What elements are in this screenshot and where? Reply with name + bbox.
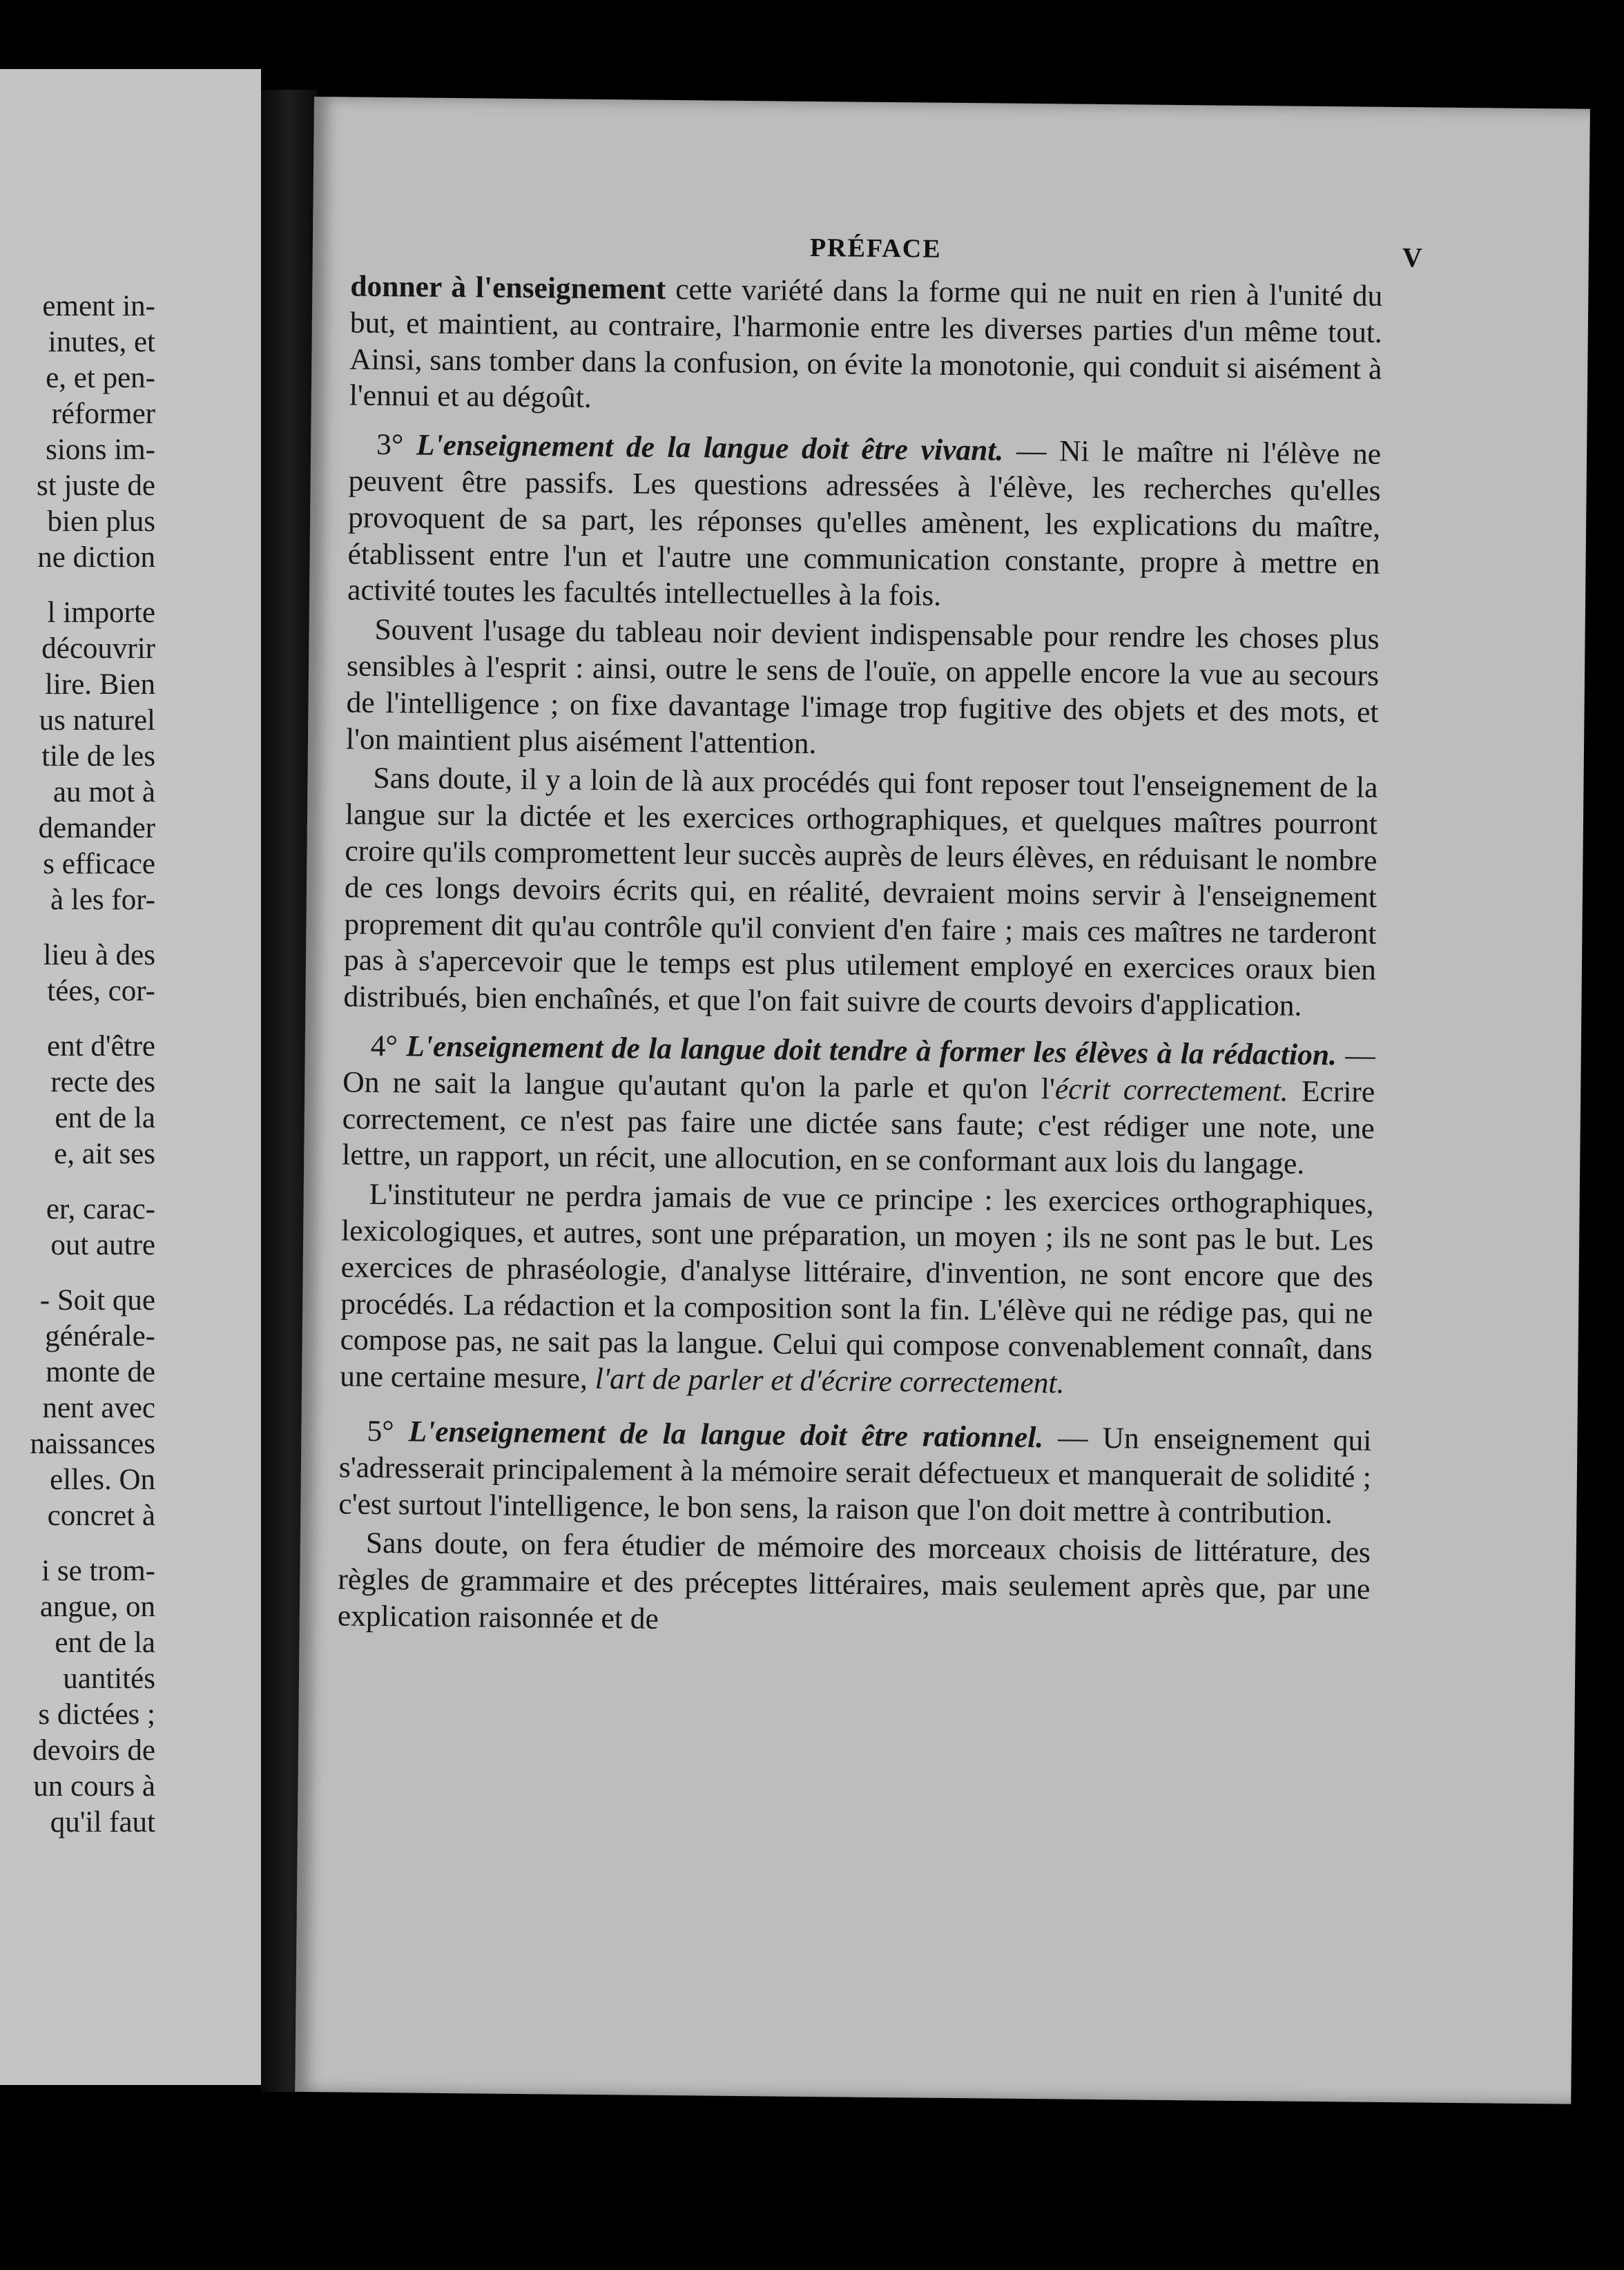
principle-heading: L'enseignement de la langue doit tendre à former les élèves à la rédaction. <box>406 1029 1337 1072</box>
current-page <box>295 97 1590 2104</box>
previous-page-line: lieu à des <box>43 939 155 971</box>
paragraph-text: — Ni le maître ni l'élève ne peuvent être passifs. Les questions adressées à l'élève, les recherches qu'elles provoquent de sa part, les réponses qu'elles amènent, les explications du maître, établissent entre l'un et l'autre une communication constante, propre à mettre en activité toutes les facultés intellectuelles à la fois. <box>347 434 1382 613</box>
previous-page-line: elles. On <box>50 1464 155 1496</box>
running-head-title: PRÉFACE <box>809 233 942 264</box>
previous-page-line: concret à <box>47 1500 155 1532</box>
paragraph-text: L'instituteur ne perdra jamais de vue ce principe : les exercices orthographiques, lexicologiques, et autres, sont une préparation, un moyen ; ils ne sont pas le but. Les exercices de phraséologie, d'analyse littéraire, d'invention, ne sont encore que des procédés. La rédaction et la composition sont la fin. L'élève qui ne rédige pas, qui ne compose pas, ne sait pas la langue. Celui qui compose convenablement connaît, dans une certaine mesure, <box>339 1177 1374 1396</box>
previous-page-line: us naturel <box>39 704 155 737</box>
previous-page-line: tées, cor- <box>47 975 155 1007</box>
paragraph-text: cette variété dans la forme qui ne nuit en rien à l'unité du but, et maintient, au contraire, l'harmonie entre les diverses parties d'un même tout. Ainsi, sans tomber dans la confusion, on évite la monotonie, qui conduit si aisément à l'ennui et au dégoût. <box>349 272 1383 415</box>
principle-number: 5° <box>367 1414 394 1448</box>
paragraph-continuation <box>349 269 1383 425</box>
previous-page-gap <box>0 1172 155 1192</box>
previous-page-line: s dictées ; <box>38 1698 155 1731</box>
running-head <box>313 228 1589 275</box>
previous-page-line: tile de les <box>41 740 155 773</box>
principle-number: 4° <box>370 1029 398 1063</box>
principle-number: 3° <box>376 428 404 462</box>
previous-page-line: qu'il faut <box>50 1806 155 1839</box>
previous-page-line: ent de la <box>55 1102 155 1134</box>
previous-page-gap <box>0 1263 155 1283</box>
previous-page-line: uantités <box>63 1662 155 1695</box>
previous-page-line: au mot à <box>52 776 155 808</box>
paragraph-principle-4 <box>342 1027 1375 1183</box>
previous-page-line: e, et pen- <box>46 362 155 394</box>
previous-page-gap <box>0 1534 155 1553</box>
paragraph-principle-5 <box>338 1413 1371 1532</box>
previous-page-line: un cours à <box>33 1770 155 1803</box>
previous-page-line: inutes, et <box>48 326 155 358</box>
previous-page-line: l importe <box>47 596 155 629</box>
previous-page-line: monte de <box>46 1356 155 1388</box>
previous-page-line: i se trom- <box>41 1555 155 1587</box>
previous-page-line: ement in- <box>42 290 155 322</box>
principle-heading: L'enseignement de la langue doit être rationnel. <box>408 1415 1044 1455</box>
previous-page-line: à les for- <box>50 884 155 916</box>
paragraph: Sans doute, il y a loin de là aux procédés qui font reposer tout l'enseignement de la langue sur la dictée et les exercices orthographiques, et quelques maîtres pourront croire qu'ils compromettent leur succès auprès de leurs élèves, en réduisant le nombre de ces longs devoirs écrits qui, en réalité, devraient moins servir à l'enseignement proprement dit qu'au contrôle qu'il convient d'en faire ; mais ces maîtres ne tarderont pas à s'apercevoir que le temps est plus utilement employé en exercices oraux bien distribués, bien enchaînés, et que l'on fait suivre de courts devoirs d'application. <box>343 761 1378 1022</box>
previous-page-line: er, carac- <box>46 1193 155 1225</box>
previous-page-line: sions im- <box>46 434 155 466</box>
previous-page-line: st juste de <box>37 469 155 502</box>
principle-heading: L'enseignement de la langue doit être vivant. <box>416 428 1004 467</box>
previous-page-gap <box>0 918 155 938</box>
paragraph-text: Ecrire correctement, ce n'est pas faire une dictée sans faute; c'est rédiger une note, une lettre, un rapport, un récit, une allocution, en se conformant aux lois du langage. <box>342 1074 1375 1181</box>
previous-page-line: out autre <box>50 1229 155 1261</box>
previous-page-line: recte des <box>50 1066 155 1098</box>
paragraph-text: — On ne sait la langue qu'autant qu'on la parle et qu'on l' <box>342 1038 1376 1106</box>
previous-page-line: nent avec <box>42 1392 155 1424</box>
paragraph: Souvent l'usage du tableau noir devient indispensable pour rendre les choses plus sensibles à l'esprit : ainsi, outre le sens de l'ouïe, on appelle encore la vue au secours de l'intelligence ; on fixe davantage l'image trop fugitive des objets et des mots, et l'on maintient plus aisément l'attention. <box>345 613 1380 760</box>
previous-page-fragment <box>0 69 261 2085</box>
previous-page-line: découvrir <box>41 632 155 665</box>
previous-page-line: ent de la <box>55 1627 155 1659</box>
paragraph-lead-bold: donner à l'enseignement <box>350 269 666 306</box>
previous-page-line: bien plus <box>47 505 155 538</box>
paragraph: Sans doute, on fera étudier de mémoire des morceaux choisis de littérature, des règles de grammaire et des préceptes littéraires, mais seulement après que, par une explication raisonnée et de <box>337 1526 1371 1636</box>
page-body <box>338 269 1383 1647</box>
previous-page-line: naissances <box>30 1428 155 1460</box>
emphasis-text: écrit correctement. <box>1054 1072 1288 1108</box>
paragraph <box>340 1176 1374 1405</box>
paragraph-principle-3 <box>347 427 1381 619</box>
previous-page-line: devoirs de <box>32 1734 155 1767</box>
previous-page-line: lire. Bien <box>44 668 155 701</box>
previous-page-line: demander <box>38 812 155 844</box>
previous-page-line: - Soit que <box>39 1284 155 1317</box>
previous-page-text <box>0 289 155 1841</box>
previous-page-line: ne diction <box>37 541 155 574</box>
previous-page-line: e, ait ses <box>54 1138 155 1170</box>
previous-page-line: angue, on <box>39 1591 155 1623</box>
previous-page-line: générale- <box>45 1320 155 1352</box>
emphasis-text: l'art de parler et d'écrire correctement. <box>594 1362 1065 1400</box>
previous-page-line: ent d'être <box>47 1030 155 1063</box>
page-number: V <box>1402 242 1422 273</box>
previous-page-line: s efficace <box>43 848 155 880</box>
paragraph-text: — Un enseignement qui s'adresserait principalement à la mémoire serait défectueux et manquerait de solidité ; c'est surtout l'intelligence, le bon sens, la raison que l'on doit mettre à contribution. <box>338 1421 1372 1530</box>
previous-page-line: réformer <box>51 398 155 430</box>
previous-page-gap <box>0 576 155 595</box>
previous-page-gap <box>0 1009 155 1029</box>
